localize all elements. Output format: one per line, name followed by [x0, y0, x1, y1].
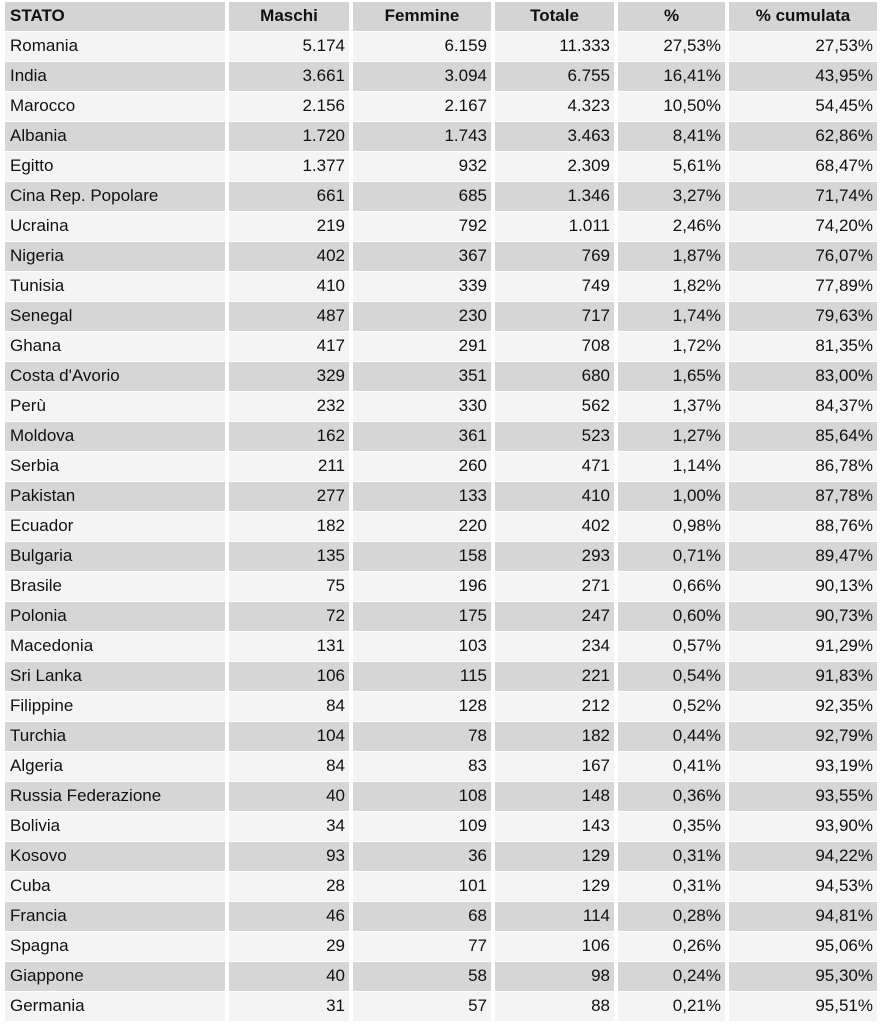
table-row	[5, 692, 881, 721]
cell-femmine: 792	[353, 212, 491, 241]
cell-maschi: 40	[229, 782, 349, 811]
cell-femmine: 158	[353, 542, 491, 571]
cell-maschi: 131	[229, 632, 349, 661]
cell-percent-cumulata: 77,89%	[729, 272, 877, 301]
cell-femmine: 68	[353, 902, 491, 931]
cell-femmine: 83	[353, 752, 491, 781]
cell-percent: 0,60%	[618, 602, 725, 631]
cell-percent: 1,72%	[618, 332, 725, 361]
cell-percent: 1,82%	[618, 272, 725, 301]
cell-percent-cumulata: 94,53%	[729, 872, 877, 901]
table-row	[5, 902, 881, 931]
cell-stato: Bolivia	[5, 812, 225, 841]
cell-femmine: 685	[353, 182, 491, 211]
cell-totale: 6.755	[495, 62, 614, 91]
cell-stato: Polonia	[5, 602, 225, 631]
cell-percent-cumulata: 27,53%	[729, 32, 877, 61]
cell-maschi: 277	[229, 482, 349, 511]
cell-maschi: 84	[229, 692, 349, 721]
table-row	[5, 992, 881, 1021]
cell-percent-cumulata: 81,35%	[729, 332, 877, 361]
cell-totale: 471	[495, 452, 614, 481]
cell-femmine: 351	[353, 362, 491, 391]
table-row	[5, 422, 881, 451]
table-row	[5, 632, 881, 661]
cell-totale: 129	[495, 872, 614, 901]
cell-totale: 129	[495, 842, 614, 871]
cell-femmine: 101	[353, 872, 491, 901]
cell-percent: 3,27%	[618, 182, 725, 211]
cell-femmine: 339	[353, 272, 491, 301]
cell-percent: 8,41%	[618, 122, 725, 151]
table-header-row	[5, 2, 881, 31]
cell-percent: 1,27%	[618, 422, 725, 451]
cell-femmine: 78	[353, 722, 491, 751]
cell-totale: 3.463	[495, 122, 614, 151]
cell-totale: 562	[495, 392, 614, 421]
cell-percent-cumulata: 71,74%	[729, 182, 877, 211]
table-row	[5, 452, 881, 481]
cell-maschi: 31	[229, 992, 349, 1021]
cell-stato: Ucraina	[5, 212, 225, 241]
cell-stato: Turchia	[5, 722, 225, 751]
cell-totale: 212	[495, 692, 614, 721]
table-row	[5, 962, 881, 991]
table-row	[5, 512, 881, 541]
table-row	[5, 32, 881, 61]
cell-stato: Cuba	[5, 872, 225, 901]
cell-percent: 0,36%	[618, 782, 725, 811]
cell-femmine: 1.743	[353, 122, 491, 151]
header-percent: %	[618, 2, 725, 31]
cell-maschi: 219	[229, 212, 349, 241]
cell-stato: Filippine	[5, 692, 225, 721]
cell-maschi: 46	[229, 902, 349, 931]
cell-stato: Bulgaria	[5, 542, 225, 571]
table-row	[5, 212, 881, 241]
cell-femmine: 330	[353, 392, 491, 421]
country-statistics-table	[5, 2, 881, 1022]
cell-percent-cumulata: 89,47%	[729, 542, 877, 571]
cell-percent: 0,57%	[618, 632, 725, 661]
cell-totale: 769	[495, 242, 614, 271]
cell-percent-cumulata: 54,45%	[729, 92, 877, 121]
table-body	[5, 32, 881, 1021]
table-row	[5, 302, 881, 331]
cell-totale: 4.323	[495, 92, 614, 121]
cell-percent: 0,24%	[618, 962, 725, 991]
cell-stato: Germania	[5, 992, 225, 1021]
cell-stato: Serbia	[5, 452, 225, 481]
cell-maschi: 1.377	[229, 152, 349, 181]
cell-femmine: 196	[353, 572, 491, 601]
cell-femmine: 367	[353, 242, 491, 271]
cell-femmine: 291	[353, 332, 491, 361]
table-row	[5, 542, 881, 571]
cell-maschi: 5.174	[229, 32, 349, 61]
cell-percent: 1,37%	[618, 392, 725, 421]
table-row	[5, 152, 881, 181]
cell-percent-cumulata: 93,90%	[729, 812, 877, 841]
cell-stato: Algeria	[5, 752, 225, 781]
table-row	[5, 572, 881, 601]
cell-totale: 247	[495, 602, 614, 631]
cell-percent: 0,35%	[618, 812, 725, 841]
cell-percent: 0,41%	[618, 752, 725, 781]
cell-totale: 182	[495, 722, 614, 751]
cell-totale: 708	[495, 332, 614, 361]
table-row	[5, 782, 881, 811]
cell-femmine: 77	[353, 932, 491, 961]
header-maschi: Maschi	[229, 2, 349, 31]
cell-totale: 167	[495, 752, 614, 781]
cell-totale: 749	[495, 272, 614, 301]
cell-totale: 114	[495, 902, 614, 931]
cell-percent-cumulata: 91,83%	[729, 662, 877, 691]
cell-maschi: 487	[229, 302, 349, 331]
cell-percent: 0,28%	[618, 902, 725, 931]
cell-percent-cumulata: 85,64%	[729, 422, 877, 451]
table-row	[5, 842, 881, 871]
cell-femmine: 361	[353, 422, 491, 451]
cell-maschi: 40	[229, 962, 349, 991]
cell-percent: 1,65%	[618, 362, 725, 391]
cell-totale: 148	[495, 782, 614, 811]
cell-stato: Cina Rep. Popolare	[5, 182, 225, 211]
cell-maschi: 3.661	[229, 62, 349, 91]
table-row	[5, 722, 881, 751]
cell-percent: 0,44%	[618, 722, 725, 751]
cell-percent-cumulata: 90,73%	[729, 602, 877, 631]
cell-percent: 0,31%	[618, 872, 725, 901]
cell-maschi: 329	[229, 362, 349, 391]
cell-stato: Brasile	[5, 572, 225, 601]
cell-percent: 0,54%	[618, 662, 725, 691]
cell-percent: 1,00%	[618, 482, 725, 511]
header-totale: Totale	[495, 2, 614, 31]
table-row	[5, 242, 881, 271]
cell-totale: 1.011	[495, 212, 614, 241]
cell-percent-cumulata: 84,37%	[729, 392, 877, 421]
cell-percent-cumulata: 92,35%	[729, 692, 877, 721]
cell-percent: 1,87%	[618, 242, 725, 271]
cell-femmine: 175	[353, 602, 491, 631]
cell-stato: Francia	[5, 902, 225, 931]
cell-percent: 16,41%	[618, 62, 725, 91]
cell-maschi: 84	[229, 752, 349, 781]
cell-stato: Albania	[5, 122, 225, 151]
cell-totale: 143	[495, 812, 614, 841]
cell-femmine: 36	[353, 842, 491, 871]
cell-maschi: 2.156	[229, 92, 349, 121]
table-row	[5, 392, 881, 421]
cell-femmine: 108	[353, 782, 491, 811]
cell-stato: Kosovo	[5, 842, 225, 871]
cell-femmine: 109	[353, 812, 491, 841]
cell-percent: 0,66%	[618, 572, 725, 601]
cell-percent: 1,74%	[618, 302, 725, 331]
table-row	[5, 752, 881, 781]
cell-stato: Tunisia	[5, 272, 225, 301]
cell-percent-cumulata: 95,30%	[729, 962, 877, 991]
table-row	[5, 872, 881, 901]
cell-percent: 0,52%	[618, 692, 725, 721]
cell-percent-cumulata: 94,22%	[729, 842, 877, 871]
cell-femmine: 6.159	[353, 32, 491, 61]
cell-stato: Macedonia	[5, 632, 225, 661]
cell-totale: 98	[495, 962, 614, 991]
table-row	[5, 662, 881, 691]
cell-totale: 680	[495, 362, 614, 391]
cell-stato: Perù	[5, 392, 225, 421]
cell-maschi: 72	[229, 602, 349, 631]
cell-femmine: 3.094	[353, 62, 491, 91]
table-row	[5, 362, 881, 391]
table-row	[5, 122, 881, 151]
cell-maschi: 75	[229, 572, 349, 601]
table-row	[5, 62, 881, 91]
cell-totale: 106	[495, 932, 614, 961]
table-row	[5, 272, 881, 301]
cell-maschi: 410	[229, 272, 349, 301]
cell-percent-cumulata: 88,76%	[729, 512, 877, 541]
cell-femmine: 932	[353, 152, 491, 181]
table-row	[5, 602, 881, 631]
cell-percent-cumulata: 79,63%	[729, 302, 877, 331]
table-row	[5, 332, 881, 361]
cell-femmine: 260	[353, 452, 491, 481]
cell-percent: 0,71%	[618, 542, 725, 571]
cell-percent: 0,21%	[618, 992, 725, 1021]
cell-femmine: 58	[353, 962, 491, 991]
cell-percent: 10,50%	[618, 92, 725, 121]
cell-totale: 523	[495, 422, 614, 451]
cell-maschi: 135	[229, 542, 349, 571]
cell-stato: Nigeria	[5, 242, 225, 271]
cell-percent: 2,46%	[618, 212, 725, 241]
cell-totale: 271	[495, 572, 614, 601]
cell-percent-cumulata: 68,47%	[729, 152, 877, 181]
cell-stato: Pakistan	[5, 482, 225, 511]
cell-totale: 293	[495, 542, 614, 571]
cell-totale: 410	[495, 482, 614, 511]
header-femmine: Femmine	[353, 2, 491, 31]
cell-maschi: 34	[229, 812, 349, 841]
table-row	[5, 92, 881, 121]
cell-percent-cumulata: 95,06%	[729, 932, 877, 961]
header-percent-cumulata: % cumulata	[729, 2, 877, 31]
cell-percent-cumulata: 83,00%	[729, 362, 877, 391]
cell-stato: Senegal	[5, 302, 225, 331]
header-stato: STATO	[5, 2, 225, 31]
cell-femmine: 133	[353, 482, 491, 511]
table-row	[5, 932, 881, 961]
cell-totale: 234	[495, 632, 614, 661]
cell-femmine: 220	[353, 512, 491, 541]
cell-femmine: 2.167	[353, 92, 491, 121]
cell-percent-cumulata: 92,79%	[729, 722, 877, 751]
cell-percent-cumulata: 91,29%	[729, 632, 877, 661]
cell-maschi: 182	[229, 512, 349, 541]
cell-stato: Sri Lanka	[5, 662, 225, 691]
cell-stato: Egitto	[5, 152, 225, 181]
cell-percent: 0,26%	[618, 932, 725, 961]
cell-totale: 88	[495, 992, 614, 1021]
cell-percent-cumulata: 62,86%	[729, 122, 877, 151]
cell-maschi: 211	[229, 452, 349, 481]
cell-femmine: 230	[353, 302, 491, 331]
cell-maschi: 232	[229, 392, 349, 421]
cell-percent-cumulata: 86,78%	[729, 452, 877, 481]
cell-percent-cumulata: 90,13%	[729, 572, 877, 601]
cell-percent-cumulata: 94,81%	[729, 902, 877, 931]
cell-maschi: 29	[229, 932, 349, 961]
cell-maschi: 661	[229, 182, 349, 211]
cell-percent-cumulata: 76,07%	[729, 242, 877, 271]
cell-stato: Costa d'Avorio	[5, 362, 225, 391]
cell-maschi: 104	[229, 722, 349, 751]
cell-femmine: 115	[353, 662, 491, 691]
cell-percent-cumulata: 74,20%	[729, 212, 877, 241]
cell-percent-cumulata: 95,51%	[729, 992, 877, 1021]
cell-femmine: 128	[353, 692, 491, 721]
cell-maschi: 402	[229, 242, 349, 271]
cell-stato: Ecuador	[5, 512, 225, 541]
cell-stato: Giappone	[5, 962, 225, 991]
cell-stato: Spagna	[5, 932, 225, 961]
cell-maschi: 417	[229, 332, 349, 361]
cell-totale: 1.346	[495, 182, 614, 211]
cell-stato: Ghana	[5, 332, 225, 361]
cell-maschi: 162	[229, 422, 349, 451]
cell-stato: Moldova	[5, 422, 225, 451]
table-row	[5, 482, 881, 511]
cell-maschi: 1.720	[229, 122, 349, 151]
cell-percent-cumulata: 43,95%	[729, 62, 877, 91]
cell-stato: Romania	[5, 32, 225, 61]
cell-percent-cumulata: 87,78%	[729, 482, 877, 511]
cell-percent: 0,31%	[618, 842, 725, 871]
cell-totale: 11.333	[495, 32, 614, 61]
cell-totale: 717	[495, 302, 614, 331]
table-row	[5, 182, 881, 211]
cell-maschi: 106	[229, 662, 349, 691]
cell-femmine: 57	[353, 992, 491, 1021]
table-row	[5, 812, 881, 841]
cell-percent: 1,14%	[618, 452, 725, 481]
cell-stato: India	[5, 62, 225, 91]
cell-percent: 27,53%	[618, 32, 725, 61]
cell-percent: 5,61%	[618, 152, 725, 181]
cell-femmine: 103	[353, 632, 491, 661]
cell-maschi: 28	[229, 872, 349, 901]
cell-percent: 0,98%	[618, 512, 725, 541]
cell-maschi: 93	[229, 842, 349, 871]
cell-stato: Russia Federazione	[5, 782, 225, 811]
cell-percent-cumulata: 93,55%	[729, 782, 877, 811]
cell-stato: Marocco	[5, 92, 225, 121]
cell-percent-cumulata: 93,19%	[729, 752, 877, 781]
cell-totale: 402	[495, 512, 614, 541]
cell-totale: 221	[495, 662, 614, 691]
cell-totale: 2.309	[495, 152, 614, 181]
